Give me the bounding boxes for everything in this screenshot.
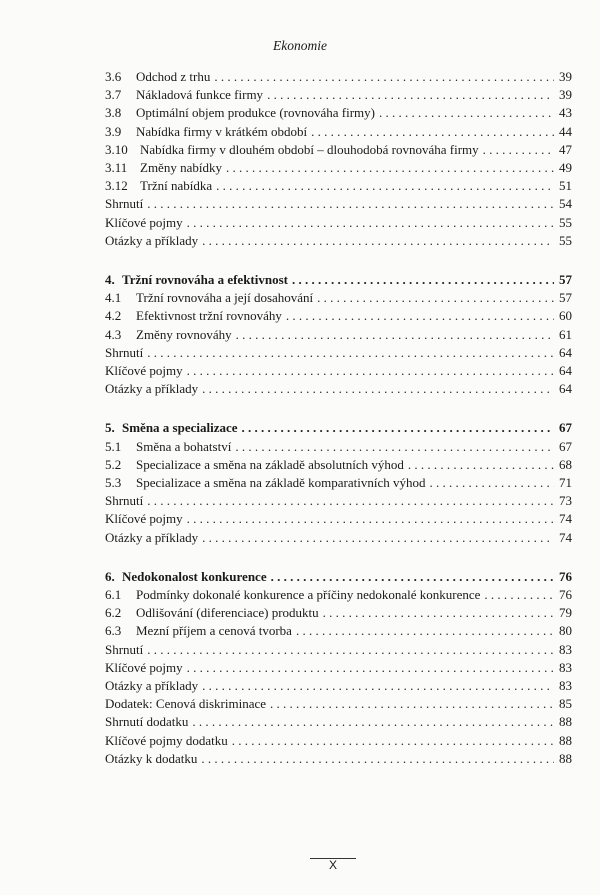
dot-leader <box>242 419 554 437</box>
dot-leader <box>232 732 554 750</box>
toc-entry <box>105 604 572 622</box>
toc-entry-page: 67 <box>559 438 572 454</box>
toc-entry-page: 76 <box>559 587 572 602</box>
toc-entry-title: Klíčové pojmy <box>105 214 183 230</box>
toc-entry <box>105 641 572 659</box>
toc-entry-number: 6. <box>105 568 115 584</box>
dot-leader <box>147 492 554 510</box>
dot-leader <box>147 641 554 659</box>
toc-entry-title: Podmínky dokonalé konkurence a příčiny nedokonalé konkurence <box>136 587 481 602</box>
toc-entry-number: 6.1 <box>105 587 122 602</box>
running-header: Ekonomie <box>273 38 327 53</box>
toc-entry <box>105 529 572 547</box>
toc-entry <box>105 659 572 677</box>
dot-leader <box>235 438 554 456</box>
dot-leader <box>296 622 554 640</box>
dot-leader <box>323 604 554 622</box>
toc-entry <box>105 677 572 695</box>
toc-entry-title: Otázky a příklady <box>105 232 199 248</box>
dot-leader <box>147 195 554 213</box>
dot-leader <box>379 104 554 122</box>
toc-entry-page: 73 <box>559 493 572 509</box>
dot-leader <box>201 750 554 768</box>
dot-leader <box>202 232 554 250</box>
toc-entry-title: Klíčové pojmy dodatku <box>105 732 228 748</box>
dot-leader <box>430 474 555 492</box>
dot-leader <box>187 510 554 528</box>
toc-entry-number: 3.8 <box>105 105 122 121</box>
toc-entry-title: Odlišování (diferenciace) produktu <box>136 605 319 621</box>
toc-entry-number: 3.6 <box>105 69 122 84</box>
dot-leader <box>214 68 554 86</box>
toc-entry-title: Odchod z trhu <box>136 69 211 84</box>
dot-leader <box>187 214 554 232</box>
toc-entry-title: Směna a bohatství <box>136 438 232 454</box>
dot-leader <box>192 713 554 731</box>
toc-entry-page: 44 <box>559 123 572 139</box>
toc-entry-title: Shrnutí <box>105 344 144 360</box>
toc-entry-page: 83 <box>559 659 572 675</box>
dot-leader <box>216 177 554 195</box>
toc-entry-title: Nabídka firmy v krátkém období <box>136 123 308 139</box>
toc-entry-page: 64 <box>559 363 572 378</box>
toc-entry-number: 6.3 <box>105 623 122 639</box>
toc-entry-number: 4.2 <box>105 308 122 324</box>
toc-entry-title: Mezní příjem a cenová tvorba <box>136 623 292 639</box>
toc-entry <box>105 750 572 768</box>
toc-entry-title: Klíčové pojmy <box>105 659 183 675</box>
toc-entry <box>105 86 572 104</box>
toc-entry-title: Tržní rovnováha a její dosahování <box>136 290 314 306</box>
toc-entry-number: 3.11 <box>105 160 128 175</box>
toc-entry-page: 68 <box>559 456 572 472</box>
toc-entry-page: 83 <box>559 641 572 657</box>
dot-leader <box>236 326 554 344</box>
toc-entry-title: Změny rovnováhy <box>136 326 232 342</box>
dot-leader <box>270 695 554 713</box>
toc-entry-number: 5.3 <box>105 475 122 490</box>
toc-entry-page: 79 <box>559 605 572 621</box>
toc-entry-page: 51 <box>559 178 572 194</box>
toc-entry-title: Nedokonalost konkurence <box>122 568 267 584</box>
toc-entry-title: Tržní nabídka <box>140 178 213 194</box>
toc-entry <box>105 289 572 307</box>
toc-entry-page: 39 <box>559 87 572 103</box>
toc-entry-page: 80 <box>559 623 572 639</box>
toc-entry-number: 6.2 <box>105 605 122 621</box>
toc-entry-page: 88 <box>559 732 572 748</box>
toc-entry <box>105 362 572 380</box>
toc-entry <box>105 456 572 474</box>
toc-entry-page: 64 <box>559 344 572 360</box>
toc-entry-page: 64 <box>559 381 572 397</box>
toc-entry-number: 3.7 <box>105 87 122 103</box>
toc-entry-page: 54 <box>559 196 572 212</box>
dot-leader <box>484 586 554 604</box>
dot-leader <box>292 271 554 289</box>
toc-entry <box>105 474 572 492</box>
toc-entry <box>105 271 572 289</box>
toc-entry <box>105 380 572 398</box>
toc-entry <box>105 622 572 640</box>
dot-leader <box>408 456 554 474</box>
toc-entry <box>105 214 572 232</box>
toc-entry <box>105 159 572 177</box>
toc-entry-number: 4.1 <box>105 290 122 306</box>
dot-leader <box>483 141 554 159</box>
toc-entry-title: Směna a specializace <box>122 420 238 436</box>
toc-entry-title: Specializace a směna na základě komparativních výhod <box>136 475 426 490</box>
toc-entry-page: 60 <box>559 308 572 324</box>
toc-entry-title: Shrnutí <box>105 493 144 509</box>
toc-entry-page: 74 <box>559 511 572 527</box>
dot-leader <box>202 529 554 547</box>
toc-entry-title: Otázky a příklady <box>105 529 199 545</box>
toc-entry <box>105 419 572 437</box>
toc-entry-page: 57 <box>559 290 572 306</box>
toc-entry-number: 5.1 <box>105 438 122 454</box>
toc-entry-title: Klíčové pojmy <box>105 511 183 527</box>
toc-entry-page: 39 <box>559 69 572 84</box>
toc-entry-title: Otázky a příklady <box>105 678 199 693</box>
toc-entry <box>105 326 572 344</box>
toc-entry-page: 61 <box>559 326 572 342</box>
toc-entry-page: 83 <box>559 678 572 693</box>
toc-entry-page: 43 <box>559 105 572 121</box>
toc-entry-page: 47 <box>559 141 572 157</box>
toc-entry-page: 74 <box>559 529 572 545</box>
toc-entry-page: 88 <box>559 750 572 766</box>
toc-entry <box>105 586 572 604</box>
dot-leader <box>226 159 554 177</box>
toc-entry <box>105 195 572 213</box>
toc-entry-page: 88 <box>559 714 572 730</box>
toc-entry-title: Specializace a směna na základě absolutních výhod <box>136 456 404 472</box>
toc-entry <box>105 104 572 122</box>
toc-entry-page: 76 <box>559 568 572 584</box>
toc-entry-number: 3.12 <box>105 178 128 194</box>
dot-leader <box>317 289 554 307</box>
dot-leader <box>271 568 554 586</box>
toc-entry-page: 57 <box>559 272 572 287</box>
toc-entry-number: 5. <box>105 420 115 436</box>
toc-entry-title: Otázky k dodatku <box>105 750 198 766</box>
toc-entry-title: Shrnutí dodatku <box>105 714 189 730</box>
toc-entry <box>105 695 572 713</box>
toc-entry-number: 5.2 <box>105 456 122 472</box>
dot-leader <box>202 677 554 695</box>
toc-entry <box>105 68 572 86</box>
toc-entry <box>105 713 572 731</box>
toc-entry <box>105 492 572 510</box>
toc-entry <box>105 732 572 750</box>
toc-entry-title: Optimální objem produkce (rovnováha firmy) <box>136 105 375 121</box>
toc-entry <box>105 232 572 250</box>
toc-entry-page: 71 <box>559 475 572 490</box>
toc-entry-page: 55 <box>559 232 572 248</box>
toc-entry-number: 3.9 <box>105 123 122 139</box>
dot-leader <box>267 86 554 104</box>
toc-entry-title: Tržní rovnováha a efektivnost <box>122 272 288 287</box>
toc-entry-page: 55 <box>559 214 572 230</box>
toc-entry-title: Otázky a příklady <box>105 381 199 397</box>
toc-entry-title: Shrnutí <box>105 641 144 657</box>
toc-entry-title: Shrnutí <box>105 196 144 212</box>
dot-leader <box>187 659 554 677</box>
toc-entry <box>105 438 572 456</box>
toc-entry-page: 67 <box>559 420 572 436</box>
dot-leader <box>202 380 554 398</box>
toc-entry-number: 4.3 <box>105 326 122 342</box>
toc-entry-title: Nabídka firmy v dlouhém období – dlouhodobá rovnováha firmy <box>140 141 479 157</box>
toc-entry <box>105 307 572 325</box>
dot-leader <box>311 123 554 141</box>
toc-entry-number: 4. <box>105 272 115 287</box>
toc-entry <box>105 141 572 159</box>
toc-entry-title: Nákladová funkce firmy <box>136 87 264 103</box>
toc-entry-page: 49 <box>559 160 572 175</box>
dot-leader <box>187 362 554 380</box>
dot-leader <box>147 344 554 362</box>
toc-entry-title: Klíčové pojmy <box>105 363 183 378</box>
toc-entry <box>105 510 572 528</box>
toc-entry-title: Dodatek: Cenová diskriminace <box>105 696 267 712</box>
toc-entry-title: Změny nabídky <box>140 160 222 175</box>
toc-entry-page: 85 <box>559 696 572 712</box>
toc-entry-number: 3.10 <box>105 141 128 157</box>
toc-entry-title: Efektivnost tržní rovnováhy <box>136 308 282 324</box>
toc-entry <box>105 123 572 141</box>
toc-entry <box>105 568 572 586</box>
toc-entry <box>105 344 572 362</box>
toc-entry <box>105 177 572 195</box>
page-number: X <box>328 858 337 872</box>
dot-leader <box>286 307 554 325</box>
